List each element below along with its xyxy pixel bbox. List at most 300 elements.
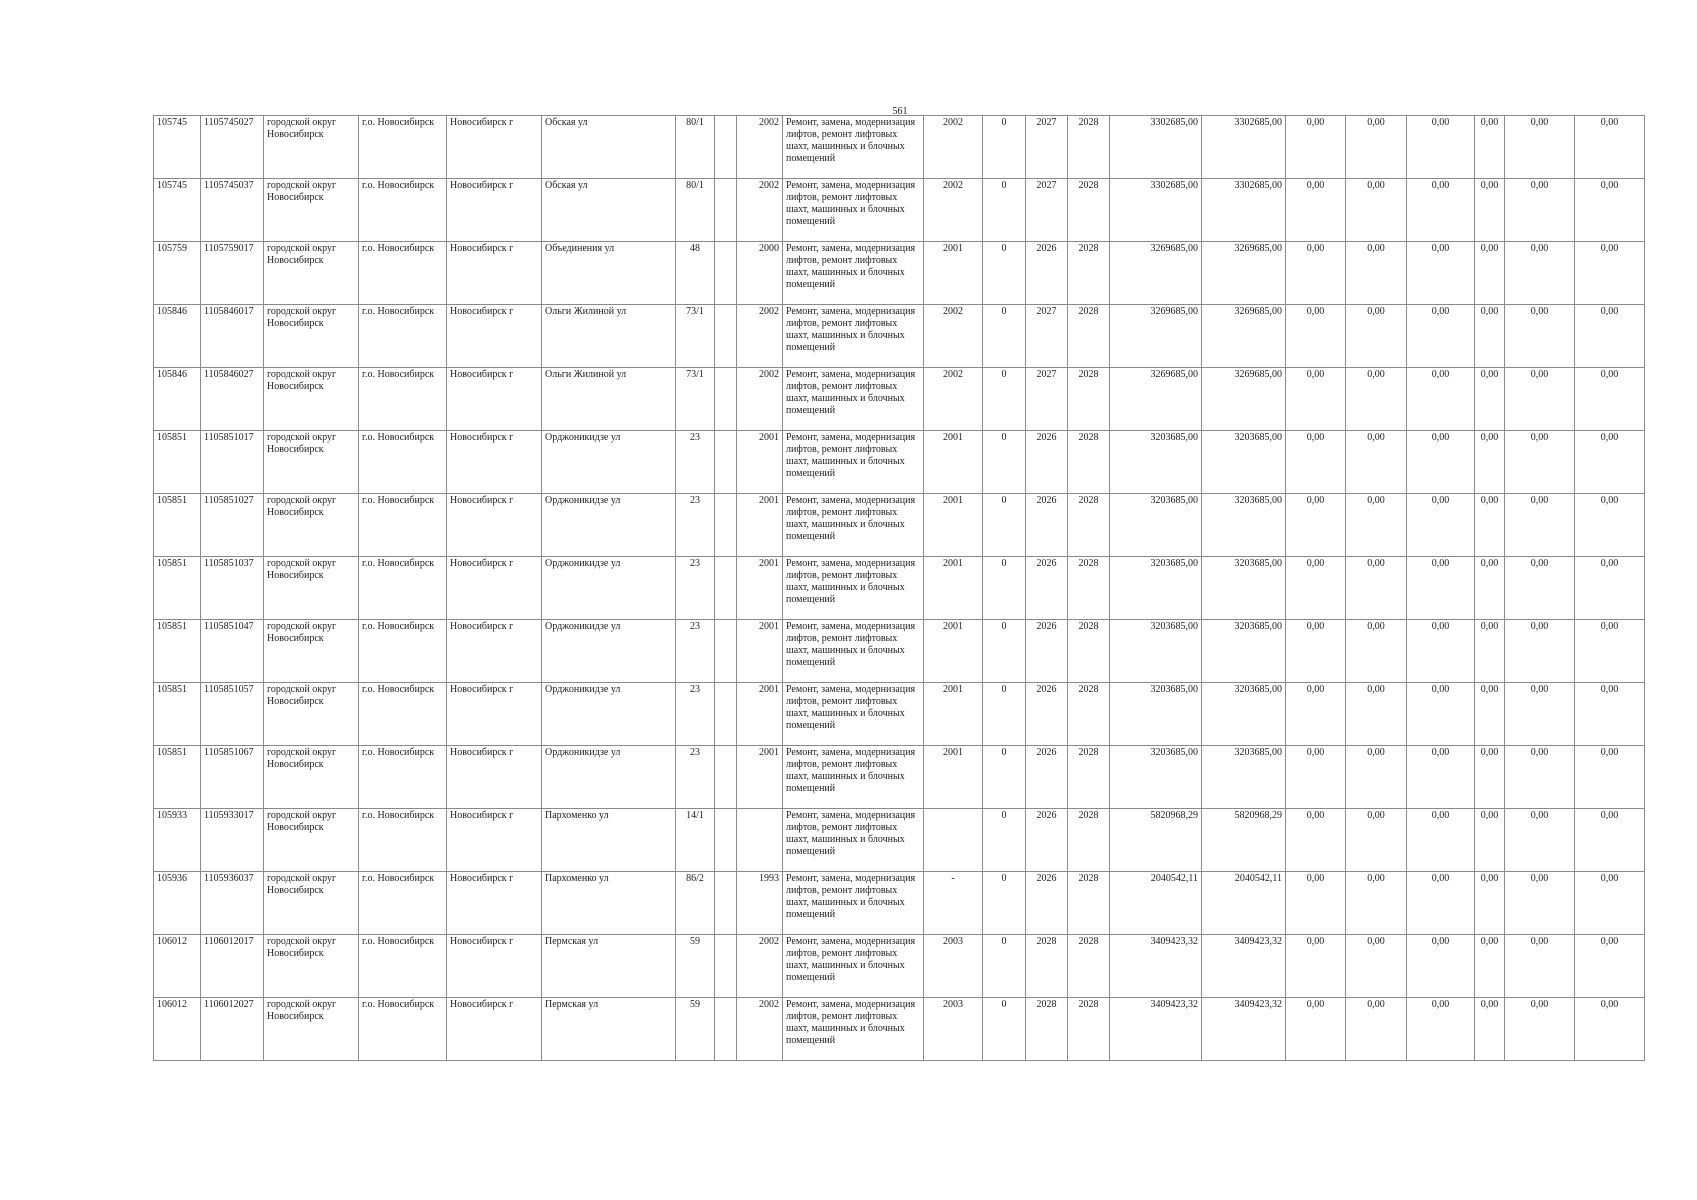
cell-col-20: 0,00 — [1475, 494, 1505, 557]
cell-col-21: 0,00 — [1505, 368, 1575, 431]
cell-col-22: 0,00 — [1575, 116, 1645, 179]
cell-locality: Новосибирск г — [447, 935, 542, 998]
cell-district: г.о. Новосибирск — [359, 242, 447, 305]
cell-blank — [715, 242, 737, 305]
cell-col-18: 0,00 — [1346, 557, 1407, 620]
cell-blank — [715, 557, 737, 620]
cell-blank — [715, 368, 737, 431]
cell-district: г.о. Новосибирск — [359, 620, 447, 683]
cell-end-year: 2028 — [1068, 683, 1110, 746]
cell-street: Пархоменко ул — [542, 809, 676, 872]
cell-build-year: 2002 — [737, 998, 783, 1061]
cell-blank — [715, 620, 737, 683]
cell-total-cost: 3302685,00 — [1110, 116, 1202, 179]
cell-year: 2003 — [924, 998, 983, 1061]
cell-end-year: 2028 — [1068, 746, 1110, 809]
cell-count: 0 — [983, 746, 1026, 809]
cell-end-year: 2028 — [1068, 872, 1110, 935]
cell-col-22: 0,00 — [1575, 935, 1645, 998]
page-number: 561 — [892, 106, 908, 117]
cell-build-year: 2002 — [737, 935, 783, 998]
cell-blank — [715, 179, 737, 242]
cell-work-type: Ремонт, замена, модернизация лифтов, ремонт лифтовых шахт, машинных и блочных помещений — [783, 746, 924, 809]
cell-locality: Новосибирск г — [447, 872, 542, 935]
cell-house-number: 73/1 — [676, 305, 715, 368]
cell-street: Орджоникидзе ул — [542, 494, 676, 557]
cell-district: г.о. Новосибирск — [359, 494, 447, 557]
cell-total-cost: 3409423,32 — [1110, 935, 1202, 998]
cell-col-17: 0,00 — [1286, 494, 1346, 557]
cell-house-number: 23 — [676, 494, 715, 557]
cell-district: г.о. Новосибирск — [359, 935, 447, 998]
table-row — [154, 431, 1645, 494]
table-row — [154, 368, 1645, 431]
cell-record-id: 1105745037 — [201, 179, 264, 242]
cell-count: 0 — [983, 305, 1026, 368]
cell-end-year: 2028 — [1068, 935, 1110, 998]
cell-build-year: 2002 — [737, 368, 783, 431]
cell-build-year: 2001 — [737, 557, 783, 620]
cell-year: 2001 — [924, 620, 983, 683]
cell-municipality: городской округ Новосибирск — [264, 494, 359, 557]
cell-locality: Новосибирск г — [447, 179, 542, 242]
cell-col-22: 0,00 — [1575, 431, 1645, 494]
cell-year: 2001 — [924, 683, 983, 746]
cell-house-id: 106012 — [154, 935, 201, 998]
cell-fund-cost: 3203685,00 — [1202, 746, 1286, 809]
cell-col-19: 0,00 — [1407, 494, 1475, 557]
cell-house-number: 23 — [676, 557, 715, 620]
cell-build-year: 2000 — [737, 242, 783, 305]
cell-col-19: 0,00 — [1407, 998, 1475, 1061]
cell-street: Обская ул — [542, 116, 676, 179]
cell-district: г.о. Новосибирск — [359, 809, 447, 872]
cell-total-cost: 3203685,00 — [1110, 683, 1202, 746]
cell-count: 0 — [983, 431, 1026, 494]
cell-start-year: 2026 — [1026, 242, 1068, 305]
cell-work-type: Ремонт, замена, модернизация лифтов, ремонт лифтовых шахт, машинных и блочных помещений — [783, 242, 924, 305]
cell-col-19: 0,00 — [1407, 557, 1475, 620]
cell-start-year: 2026 — [1026, 809, 1068, 872]
cell-house-number: 23 — [676, 620, 715, 683]
cell-count: 0 — [983, 809, 1026, 872]
table-row — [154, 494, 1645, 557]
cell-house-number: 59 — [676, 998, 715, 1061]
cell-col-17: 0,00 — [1286, 683, 1346, 746]
cell-col-18: 0,00 — [1346, 620, 1407, 683]
cell-build-year: 2001 — [737, 431, 783, 494]
cell-house-number: 14/1 — [676, 809, 715, 872]
cell-count: 0 — [983, 116, 1026, 179]
cell-col-19: 0,00 — [1407, 935, 1475, 998]
cell-work-type: Ремонт, замена, модернизация лифтов, ремонт лифтовых шахт, машинных и блочных помещений — [783, 494, 924, 557]
cell-municipality: городской округ Новосибирск — [264, 935, 359, 998]
cell-total-cost: 2040542,11 — [1110, 872, 1202, 935]
cell-col-17: 0,00 — [1286, 998, 1346, 1061]
cell-street: Объединения ул — [542, 242, 676, 305]
cell-start-year: 2027 — [1026, 368, 1068, 431]
cell-col-18: 0,00 — [1346, 431, 1407, 494]
cell-col-21: 0,00 — [1505, 935, 1575, 998]
cell-record-id: 1105851037 — [201, 557, 264, 620]
cell-col-18: 0,00 — [1346, 872, 1407, 935]
cell-col-18: 0,00 — [1346, 809, 1407, 872]
cell-end-year: 2028 — [1068, 431, 1110, 494]
cell-blank — [715, 935, 737, 998]
cell-total-cost: 3203685,00 — [1110, 746, 1202, 809]
cell-build-year: 2001 — [737, 746, 783, 809]
cell-start-year: 2027 — [1026, 305, 1068, 368]
cell-house-id: 106012 — [154, 998, 201, 1061]
cell-year: 2001 — [924, 431, 983, 494]
cell-col-18: 0,00 — [1346, 683, 1407, 746]
cell-total-cost: 3409423,32 — [1110, 998, 1202, 1061]
cell-build-year: 2002 — [737, 305, 783, 368]
cell-house-id: 105933 — [154, 809, 201, 872]
cell-work-type: Ремонт, замена, модернизация лифтов, ремонт лифтовых шахт, машинных и блочных помещений — [783, 368, 924, 431]
cell-fund-cost: 3203685,00 — [1202, 494, 1286, 557]
cell-col-22: 0,00 — [1575, 746, 1645, 809]
cell-start-year: 2026 — [1026, 872, 1068, 935]
cell-house-id: 105851 — [154, 620, 201, 683]
table-row — [154, 998, 1645, 1061]
cell-blank — [715, 431, 737, 494]
cell-col-19: 0,00 — [1407, 242, 1475, 305]
cell-build-year: 2001 — [737, 494, 783, 557]
cell-count: 0 — [983, 179, 1026, 242]
cell-col-17: 0,00 — [1286, 557, 1346, 620]
table-row — [154, 683, 1645, 746]
cell-build-year: 2001 — [737, 683, 783, 746]
cell-district: г.о. Новосибирск — [359, 368, 447, 431]
cell-house-number: 23 — [676, 746, 715, 809]
cell-locality: Новосибирск г — [447, 809, 542, 872]
cell-year: 2001 — [924, 242, 983, 305]
cell-municipality: городской округ Новосибирск — [264, 557, 359, 620]
capital-repair-table — [153, 115, 1645, 1061]
cell-col-19: 0,00 — [1407, 179, 1475, 242]
cell-col-18: 0,00 — [1346, 179, 1407, 242]
cell-street: Пархоменко ул — [542, 872, 676, 935]
cell-year — [924, 809, 983, 872]
cell-start-year: 2026 — [1026, 683, 1068, 746]
cell-col-20: 0,00 — [1475, 368, 1505, 431]
table-row — [154, 179, 1645, 242]
cell-col-21: 0,00 — [1505, 683, 1575, 746]
cell-col-22: 0,00 — [1575, 872, 1645, 935]
cell-col-22: 0,00 — [1575, 494, 1645, 557]
cell-col-21: 0,00 — [1505, 116, 1575, 179]
cell-locality: Новосибирск г — [447, 557, 542, 620]
cell-house-number: 80/1 — [676, 179, 715, 242]
cell-total-cost: 3203685,00 — [1110, 620, 1202, 683]
cell-col-18: 0,00 — [1346, 368, 1407, 431]
cell-col-20: 0,00 — [1475, 809, 1505, 872]
cell-count: 0 — [983, 494, 1026, 557]
cell-col-20: 0,00 — [1475, 998, 1505, 1061]
cell-work-type: Ремонт, замена, модернизация лифтов, ремонт лифтовых шахт, машинных и блочных помещений — [783, 116, 924, 179]
cell-house-id: 105745 — [154, 116, 201, 179]
cell-col-20: 0,00 — [1475, 872, 1505, 935]
cell-house-id: 105851 — [154, 746, 201, 809]
cell-col-20: 0,00 — [1475, 179, 1505, 242]
cell-locality: Новосибирск г — [447, 746, 542, 809]
cell-house-number: 59 — [676, 935, 715, 998]
cell-year: 2002 — [924, 305, 983, 368]
cell-total-cost: 3269685,00 — [1110, 242, 1202, 305]
cell-col-17: 0,00 — [1286, 872, 1346, 935]
cell-municipality: городской округ Новосибирск — [264, 746, 359, 809]
cell-fund-cost: 3203685,00 — [1202, 683, 1286, 746]
cell-col-18: 0,00 — [1346, 998, 1407, 1061]
cell-street: Орджоникидзе ул — [542, 683, 676, 746]
cell-blank — [715, 116, 737, 179]
cell-col-19: 0,00 — [1407, 809, 1475, 872]
cell-house-id: 105851 — [154, 431, 201, 494]
cell-locality: Новосибирск г — [447, 683, 542, 746]
cell-municipality: городской округ Новосибирск — [264, 179, 359, 242]
cell-record-id: 1105745027 — [201, 116, 264, 179]
cell-house-number: 23 — [676, 683, 715, 746]
cell-district: г.о. Новосибирск — [359, 431, 447, 494]
cell-year: 2002 — [924, 179, 983, 242]
cell-year: 2001 — [924, 746, 983, 809]
cell-col-21: 0,00 — [1505, 305, 1575, 368]
cell-locality: Новосибирск г — [447, 494, 542, 557]
cell-fund-cost: 2040542,11 — [1202, 872, 1286, 935]
cell-municipality: городской округ Новосибирск — [264, 872, 359, 935]
cell-street: Ольги Жилиной ул — [542, 305, 676, 368]
cell-total-cost: 3302685,00 — [1110, 179, 1202, 242]
cell-house-number: 73/1 — [676, 368, 715, 431]
cell-col-21: 0,00 — [1505, 620, 1575, 683]
cell-end-year: 2028 — [1068, 998, 1110, 1061]
cell-record-id: 1105936037 — [201, 872, 264, 935]
cell-house-number: 48 — [676, 242, 715, 305]
cell-col-18: 0,00 — [1346, 242, 1407, 305]
cell-end-year: 2028 — [1068, 242, 1110, 305]
table-row — [154, 872, 1645, 935]
cell-col-18: 0,00 — [1346, 746, 1407, 809]
cell-blank — [715, 746, 737, 809]
cell-blank — [715, 872, 737, 935]
cell-year: 2001 — [924, 557, 983, 620]
cell-build-year: 2002 — [737, 179, 783, 242]
cell-total-cost: 3269685,00 — [1110, 368, 1202, 431]
cell-col-20: 0,00 — [1475, 746, 1505, 809]
cell-col-21: 0,00 — [1505, 872, 1575, 935]
cell-year: 2001 — [924, 494, 983, 557]
cell-record-id: 1105933017 — [201, 809, 264, 872]
cell-col-20: 0,00 — [1475, 242, 1505, 305]
cell-work-type: Ремонт, замена, модернизация лифтов, ремонт лифтовых шахт, машинных и блочных помещений — [783, 179, 924, 242]
cell-record-id: 1105846017 — [201, 305, 264, 368]
cell-end-year: 2028 — [1068, 809, 1110, 872]
cell-start-year: 2026 — [1026, 494, 1068, 557]
cell-street: Орджоникидзе ул — [542, 620, 676, 683]
cell-col-21: 0,00 — [1505, 746, 1575, 809]
cell-year: 2002 — [924, 368, 983, 431]
table-row — [154, 116, 1645, 179]
cell-municipality: городской округ Новосибирск — [264, 809, 359, 872]
cell-locality: Новосибирск г — [447, 431, 542, 494]
cell-total-cost: 3269685,00 — [1110, 305, 1202, 368]
cell-fund-cost: 3409423,32 — [1202, 935, 1286, 998]
cell-col-17: 0,00 — [1286, 305, 1346, 368]
cell-end-year: 2028 — [1068, 116, 1110, 179]
cell-year: - — [924, 872, 983, 935]
cell-count: 0 — [983, 935, 1026, 998]
cell-count: 0 — [983, 872, 1026, 935]
cell-col-19: 0,00 — [1407, 431, 1475, 494]
cell-blank — [715, 998, 737, 1061]
cell-work-type: Ремонт, замена, модернизация лифтов, ремонт лифтовых шахт, машинных и блочных помещений — [783, 683, 924, 746]
cell-street: Орджоникидзе ул — [542, 431, 676, 494]
cell-locality: Новосибирск г — [447, 242, 542, 305]
cell-record-id: 1106012027 — [201, 998, 264, 1061]
cell-col-18: 0,00 — [1346, 494, 1407, 557]
cell-col-20: 0,00 — [1475, 431, 1505, 494]
cell-district: г.о. Новосибирск — [359, 683, 447, 746]
cell-blank — [715, 683, 737, 746]
cell-build-year — [737, 809, 783, 872]
cell-col-20: 0,00 — [1475, 116, 1505, 179]
cell-col-22: 0,00 — [1575, 809, 1645, 872]
cell-district: г.о. Новосибирск — [359, 305, 447, 368]
cell-col-21: 0,00 — [1505, 179, 1575, 242]
table-row — [154, 935, 1645, 998]
cell-start-year: 2026 — [1026, 557, 1068, 620]
cell-start-year: 2028 — [1026, 998, 1068, 1061]
cell-street: Ольги Жилиной ул — [542, 368, 676, 431]
cell-start-year: 2027 — [1026, 179, 1068, 242]
cell-col-19: 0,00 — [1407, 872, 1475, 935]
cell-work-type: Ремонт, замена, модернизация лифтов, ремонт лифтовых шахт, машинных и блочных помещений — [783, 872, 924, 935]
cell-fund-cost: 3409423,32 — [1202, 998, 1286, 1061]
cell-fund-cost: 3269685,00 — [1202, 368, 1286, 431]
cell-house-number: 80/1 — [676, 116, 715, 179]
cell-street: Орджоникидзе ул — [542, 746, 676, 809]
cell-count: 0 — [983, 242, 1026, 305]
cell-col-18: 0,00 — [1346, 116, 1407, 179]
cell-col-22: 0,00 — [1575, 557, 1645, 620]
cell-locality: Новосибирск г — [447, 305, 542, 368]
cell-end-year: 2028 — [1068, 494, 1110, 557]
cell-build-year: 2001 — [737, 620, 783, 683]
cell-municipality: городской округ Новосибирск — [264, 305, 359, 368]
cell-col-17: 0,00 — [1286, 242, 1346, 305]
cell-col-22: 0,00 — [1575, 242, 1645, 305]
cell-record-id: 1105851057 — [201, 683, 264, 746]
cell-end-year: 2028 — [1068, 305, 1110, 368]
cell-start-year: 2026 — [1026, 431, 1068, 494]
cell-start-year: 2028 — [1026, 935, 1068, 998]
cell-work-type: Ремонт, замена, модернизация лифтов, ремонт лифтовых шахт, машинных и блочных помещений — [783, 557, 924, 620]
cell-col-21: 0,00 — [1505, 557, 1575, 620]
cell-house-id: 105759 — [154, 242, 201, 305]
cell-col-22: 0,00 — [1575, 620, 1645, 683]
table-row — [154, 242, 1645, 305]
cell-work-type: Ремонт, замена, модернизация лифтов, ремонт лифтовых шахт, машинных и блочных помещений — [783, 935, 924, 998]
cell-col-20: 0,00 — [1475, 620, 1505, 683]
cell-district: г.о. Новосибирск — [359, 179, 447, 242]
cell-col-19: 0,00 — [1407, 305, 1475, 368]
cell-record-id: 1106012017 — [201, 935, 264, 998]
cell-total-cost: 5820968,29 — [1110, 809, 1202, 872]
cell-house-id: 105846 — [154, 305, 201, 368]
cell-col-19: 0,00 — [1407, 683, 1475, 746]
cell-col-19: 0,00 — [1407, 620, 1475, 683]
cell-work-type: Ремонт, замена, модернизация лифтов, ремонт лифтовых шахт, машинных и блочных помещений — [783, 809, 924, 872]
table-row — [154, 305, 1645, 368]
cell-total-cost: 3203685,00 — [1110, 557, 1202, 620]
cell-build-year: 1993 — [737, 872, 783, 935]
table-row — [154, 809, 1645, 872]
cell-locality: Новосибирск г — [447, 368, 542, 431]
cell-fund-cost: 3302685,00 — [1202, 116, 1286, 179]
cell-locality: Новосибирск г — [447, 620, 542, 683]
cell-fund-cost: 5820968,29 — [1202, 809, 1286, 872]
cell-fund-cost: 3203685,00 — [1202, 431, 1286, 494]
cell-col-17: 0,00 — [1286, 620, 1346, 683]
cell-year: 2002 — [924, 116, 983, 179]
cell-municipality: городской округ Новосибирск — [264, 431, 359, 494]
cell-col-21: 0,00 — [1505, 431, 1575, 494]
cell-col-21: 0,00 — [1505, 809, 1575, 872]
cell-col-20: 0,00 — [1475, 305, 1505, 368]
cell-blank — [715, 494, 737, 557]
cell-col-20: 0,00 — [1475, 683, 1505, 746]
cell-count: 0 — [983, 557, 1026, 620]
cell-fund-cost: 3269685,00 — [1202, 305, 1286, 368]
table-row — [154, 620, 1645, 683]
cell-municipality: городской округ Новосибирск — [264, 116, 359, 179]
cell-col-17: 0,00 — [1286, 809, 1346, 872]
cell-col-19: 0,00 — [1407, 746, 1475, 809]
cell-start-year: 2027 — [1026, 116, 1068, 179]
cell-house-number: 86/2 — [676, 872, 715, 935]
cell-work-type: Ремонт, замена, модернизация лифтов, ремонт лифтовых шахт, машинных и блочных помещений — [783, 431, 924, 494]
cell-blank — [715, 305, 737, 368]
cell-start-year: 2026 — [1026, 620, 1068, 683]
cell-fund-cost: 3203685,00 — [1202, 620, 1286, 683]
cell-col-18: 0,00 — [1346, 935, 1407, 998]
cell-district: г.о. Новосибирск — [359, 998, 447, 1061]
cell-work-type: Ремонт, замена, модернизация лифтов, ремонт лифтовых шахт, машинных и блочных помещений — [783, 305, 924, 368]
cell-house-id: 105745 — [154, 179, 201, 242]
cell-build-year: 2002 — [737, 116, 783, 179]
cell-col-21: 0,00 — [1505, 242, 1575, 305]
cell-col-22: 0,00 — [1575, 368, 1645, 431]
cell-count: 0 — [983, 998, 1026, 1061]
cell-col-22: 0,00 — [1575, 998, 1645, 1061]
cell-col-17: 0,00 — [1286, 935, 1346, 998]
cell-house-id: 105846 — [154, 368, 201, 431]
cell-house-id: 105851 — [154, 494, 201, 557]
cell-district: г.о. Новосибирск — [359, 116, 447, 179]
cell-col-21: 0,00 — [1505, 494, 1575, 557]
cell-year: 2003 — [924, 935, 983, 998]
cell-street: Орджоникидзе ул — [542, 557, 676, 620]
cell-end-year: 2028 — [1068, 179, 1110, 242]
cell-end-year: 2028 — [1068, 557, 1110, 620]
cell-district: г.о. Новосибирск — [359, 557, 447, 620]
cell-locality: Новосибирск г — [447, 116, 542, 179]
cell-record-id: 1105851047 — [201, 620, 264, 683]
cell-fund-cost: 3269685,00 — [1202, 242, 1286, 305]
cell-house-id: 105936 — [154, 872, 201, 935]
cell-col-21: 0,00 — [1505, 998, 1575, 1061]
